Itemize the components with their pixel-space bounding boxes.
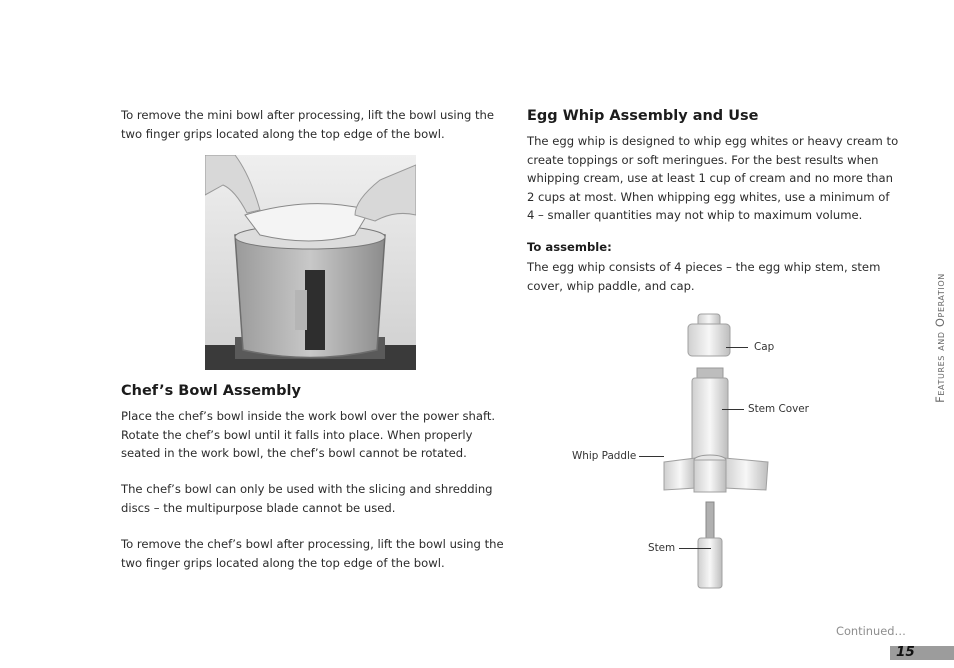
page-number: 15	[896, 644, 915, 660]
bowl-photo	[205, 155, 416, 370]
stem-label: Stem	[648, 542, 676, 554]
chefs-bowl-paragraph-3: To remove the chef’s bowl after processing, lift the bowl using the two finger grips located along the top edge of the bowl.	[121, 537, 504, 570]
intro-paragraph: To remove the mini bowl after processing, lift the bowl using the two finger grips located along the top edge of the bowl.	[121, 108, 495, 141]
cap-part	[688, 314, 730, 356]
section-side-tab	[930, 258, 950, 418]
chefs-bowl-heading: Chef’s Bowl Assembly	[121, 383, 301, 399]
stem-cover-leader-line	[722, 409, 744, 410]
section-side-tab-label: Features and Operation	[933, 273, 947, 403]
page-number-bar	[890, 646, 954, 660]
stem-cover-label: Stem Cover	[748, 403, 809, 415]
assemble-paragraph: The egg whip consists of 4 pieces – the egg whip stem, stem cover, whip paddle, and cap.	[527, 260, 881, 293]
chefs-bowl-paragraph-1: Place the chef’s bowl inside the work bowl over the power shaft. Rotate the chef’s bowl until it falls into place. When properly seated in the work bowl, the chef’s bowl cannot be rotated.	[121, 409, 496, 461]
assemble-subheading: To assemble:	[527, 240, 612, 254]
egg-whip-paragraph: The egg whip is designed to whip egg whites or heavy cream to create toppings or soft meringues. For the best results when whipping cream, use at least 1 cup of cream and no more than 2 cups at most. When whipping egg whites, use a minimum of 4 – smaller quantities may not whip to maximum volume.	[527, 134, 899, 223]
whip-paddle-part	[664, 455, 768, 492]
continued-text: Continued…	[836, 624, 906, 638]
stem-leader-line	[679, 548, 711, 549]
whip-paddle-leader-line	[639, 456, 664, 457]
cap-label: Cap	[754, 341, 775, 353]
cap-leader-line	[726, 347, 748, 348]
chefs-bowl-paragraph-2: The chef’s bowl can only be used with the slicing and shredding discs – the multipurpose blade cannot be used.	[121, 482, 493, 515]
whip-paddle-label: Whip Paddle	[572, 450, 637, 462]
stem-cover-part	[692, 368, 728, 468]
egg-whip-heading: Egg Whip Assembly and Use	[527, 108, 759, 124]
stem-part	[698, 502, 722, 588]
